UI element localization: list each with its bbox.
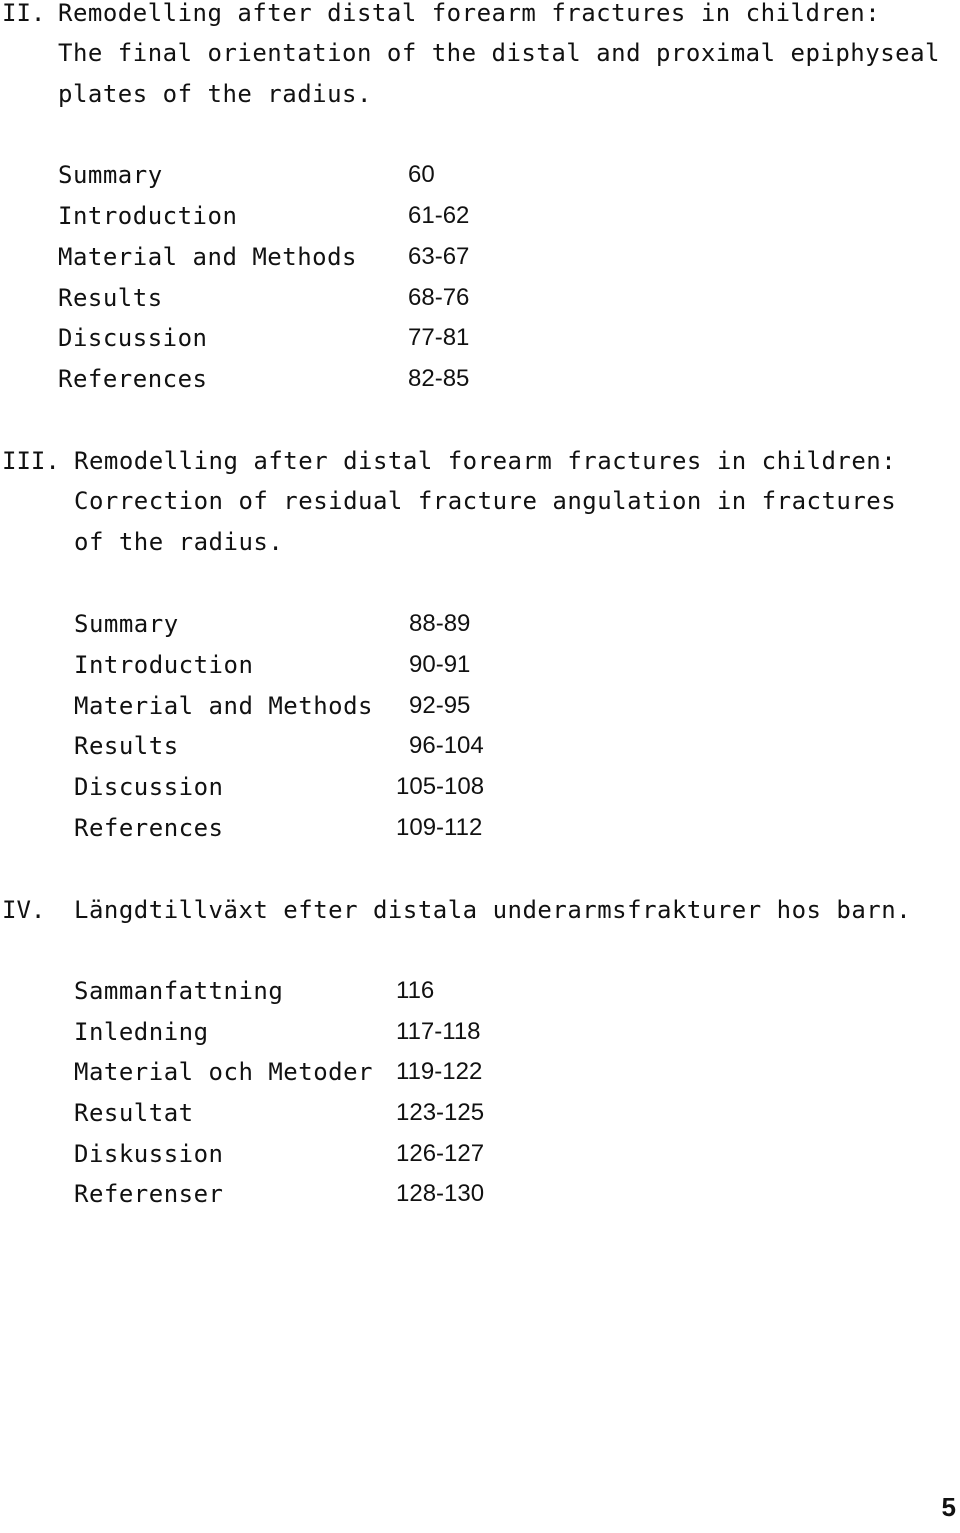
toc-entry-pages: 63-67: [408, 243, 470, 270]
toc-entry-label: Introduction: [58, 202, 238, 230]
toc-entry-pages: 60: [408, 161, 435, 188]
toc-entry-pages: 123-125: [396, 1099, 485, 1126]
section-title-line: Remodelling after distal forearm fractures in children:: [74, 447, 897, 475]
section-title-line: of the radius.: [74, 528, 284, 556]
toc-entry-pages: 116: [396, 977, 435, 1004]
toc-entry-label: Discussion: [58, 324, 208, 352]
section-title-line: Remodelling after distal forearm fractures in children:: [58, 0, 881, 27]
toc-entry-label: Material and Methods: [58, 243, 357, 271]
toc-entry-pages: 82-85: [408, 365, 470, 392]
toc-entry-label: Sammanfattning: [74, 977, 284, 1005]
toc-entry-label: Diskussion: [74, 1140, 224, 1168]
toc-entry-pages: 126-127: [396, 1140, 485, 1167]
toc-entry-pages: 92-95: [409, 692, 471, 719]
section-numeral: IV.: [2, 896, 46, 924]
page-number: 5: [941, 1492, 956, 1522]
toc-entry-label: Resultat: [74, 1099, 194, 1127]
toc-entry-label: Results: [58, 284, 163, 312]
toc-entry-pages: 88-89: [409, 610, 471, 637]
toc-entry-label: Summary: [58, 161, 163, 189]
toc-entry-pages: 105-108: [396, 773, 485, 800]
toc-entry-label: References: [74, 814, 224, 842]
section-title-line: Correction of residual fracture angulation in fractures: [74, 487, 897, 515]
toc-entry-label: Material och Metoder: [74, 1058, 373, 1086]
toc-entry-pages: 61-62: [408, 202, 470, 229]
toc-entry-label: Introduction: [74, 651, 254, 679]
toc-entry-pages: 109-112: [396, 814, 483, 841]
section-numeral: II.: [2, 0, 46, 27]
toc-entry-pages: 68-76: [408, 284, 470, 311]
toc-entry-pages: 96-104: [409, 732, 484, 759]
section-title-line: Längdtillväxt efter distala underarmsfrakturer hos barn.: [74, 896, 912, 924]
toc-entry-pages: 117-118: [396, 1018, 481, 1045]
toc-entry-label: Discussion: [74, 773, 224, 801]
section-title-line: plates of the radius.: [58, 80, 372, 108]
toc-entry-label: Material and Methods: [74, 692, 373, 720]
toc-entry-pages: 77-81: [408, 324, 470, 351]
toc-entry-pages: 128-130: [396, 1180, 485, 1207]
toc-entry-label: Referenser: [74, 1180, 224, 1208]
toc-entry-pages: 119-122: [396, 1058, 483, 1085]
toc-entry-label: Results: [74, 732, 179, 760]
toc-entry-pages: 90-91: [409, 651, 471, 678]
section-numeral: III.: [2, 447, 60, 475]
section-title-line: The final orientation of the distal and proximal epiphyseal: [58, 39, 941, 67]
toc-entry-label: Inledning: [74, 1018, 209, 1046]
toc-entry-label: References: [58, 365, 208, 393]
toc-entry-label: Summary: [74, 610, 179, 638]
